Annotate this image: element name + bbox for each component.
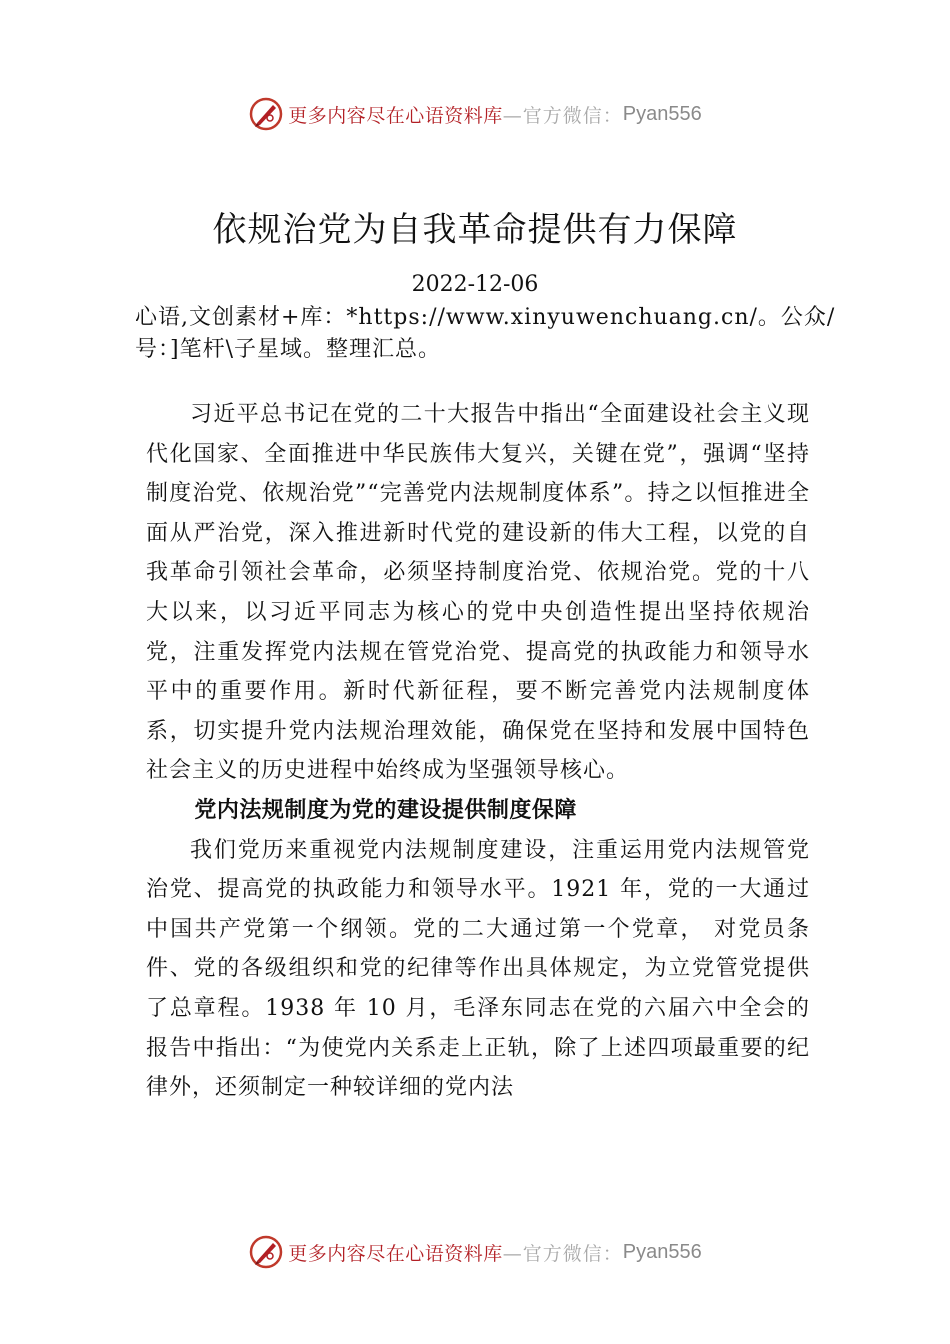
publish-date: 2022-12-06 [411,272,539,297]
paragraph: 习近平总书记在党的二十大报告中指出“全面建设社会主义现代化国家、全面推进中华民族伟大复兴，关键在党”，强调“坚持制度治党、依规治党”“完善党内法规制度体系”。持之以恒推进全面从严治党，深入推进新时代党的建设新的伟大工程，以党的自我革命引领社会革命，必须坚持制度治党、依规治党。党的十八大以来，以习近平同志为核心的党中央创造性提出坚持依规治党，注重发挥党内法规在管党治党、提高党的执政能力和领导水平中的重要作用。新时代新征程，要不断完善党内法规制度体系，切实提升党内法规治理效能，确保党在坚持和发展中国特色社会主义的历史进程中始终成为坚强领导核心。 [146,402,810,784]
banner-separator: —官方微信： [502,1242,623,1265]
banner-text: 更多内容尽在心语资料库 [288,1242,503,1265]
source-note: 心语,文创素材+库：*https://www.xinyuwenchuang.cn/。公众/号：]笔杆\子星域。整理汇总。 [135,305,836,362]
section-heading: 党内法规制度为党的建设提供制度保障 [194,797,577,823]
banner-wechat-id: Pyan556 [622,1240,702,1263]
banner-wechat-id: Pyan556 [622,102,702,125]
header-banner [0,94,950,134]
pen-logo-icon [248,96,284,132]
paragraph: 我们党历来重视党内法规制度建设，注重运用党内法规管党治党、提高党的执政能力和领导水平。1921 年，党的一大通过中国共产党第一个纲领。党的二大通过第一个党章， 对党员条件、党的各级组织和党的纪律等作出具体规定，为立党管党提供了总章程。1938 年 10 月，毛泽东同志在党的六届六中全会的报告中指出：“为使党内关系走上正轨，除了上述四项最重要的纪律外，还须制定一种较详细的党内法 [146,837,810,1101]
banner-separator: —官方微信： [502,104,623,127]
pen-logo-icon [248,1234,284,1270]
footer-banner [0,1232,950,1272]
article-body [146,395,810,1108]
banner-text: 更多内容尽在心语资料库 [288,104,503,127]
page-title: 依规治党为自我革命提供有力保障 [212,210,738,250]
